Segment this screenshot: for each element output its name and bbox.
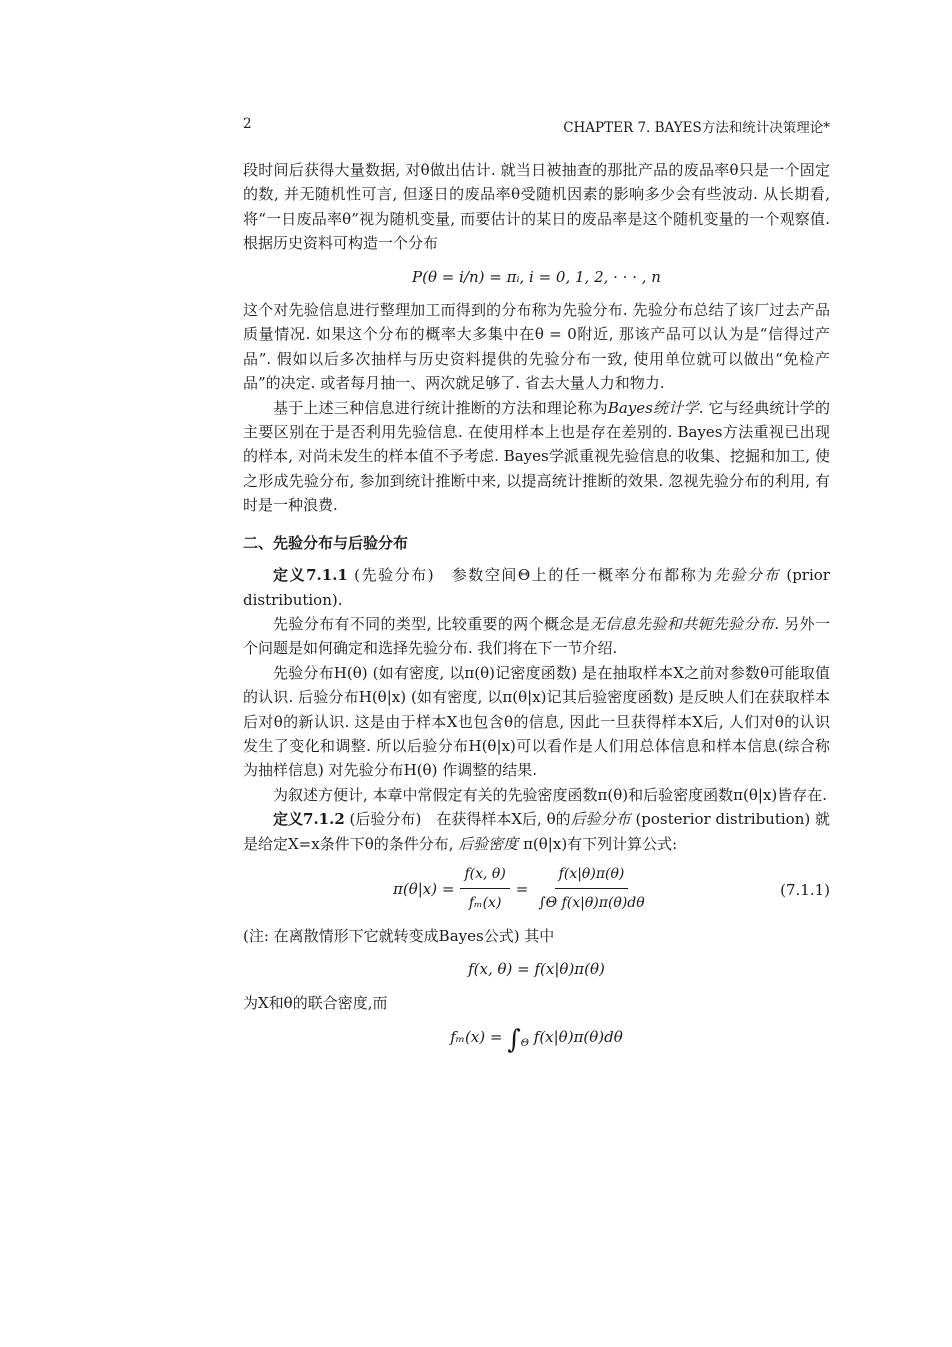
posterior-formula	[393, 860, 655, 918]
equation-prior-distribution: P(θ = i/n) = πᵢ, i = 0, 1, 2, · · · , n	[412, 267, 661, 286]
paragraph-5: 先验分布H(θ) (如有密度, 以π(θ)记密度函数) 是在抽取样本X之前对参数θ可能取值的认识. 后验分布H(θ|x) (如有密度, 以π(θ|x)记其后验密度函数) 是反映人们在获取样本后对θ的新认识. 这是由于样本X也包含θ的信息, 因此一旦获得样本X后, 人们对θ的认识发生了变化和调整. 所以后验分布H(θ|x)可以看作是人们用总体信息和样本信息(综合称为抽样信息) 对先验分布H(θ) 作调整的结果.	[243, 663, 830, 780]
definition-term: 后验分布	[570, 810, 631, 829]
fraction-2-numerator: f(x|θ)π(θ)	[555, 862, 629, 889]
integral-domain: Θ	[520, 1038, 529, 1050]
page-number: 2	[243, 116, 252, 132]
body-text	[243, 158, 830, 1071]
note-paragraph: (注: 在离散情形下它就转变成Bayes公式) 其中	[243, 926, 555, 945]
paragraph-2: 这个对先验信息进行整理加工而得到的分布称为先验分布. 先验分布总结了该厂过去产品质量情况. 如果这个分布的概率大多集中在θ = 0附近, 那该产品可以认为是“信得过产品”. 假如以后多次抽样与历史资料提供的先验分布一致, 使用单位就可以做出“免检产品”的决定. 或者每月抽一、两次就足够了. 省去大量人力和物力.	[243, 301, 830, 393]
definition-label: 定义7.1.1	[273, 566, 348, 585]
definition-name: (先验分布)	[347, 566, 434, 585]
definition-term: 先验分布	[713, 566, 781, 585]
equation-joint-density: f(x, θ) = f(x|θ)π(θ)	[468, 960, 605, 979]
definition-text-a: 在获得样本X后, θ的	[421, 810, 571, 829]
integral-sign: ∫	[507, 1025, 521, 1056]
equation-number: (7.1.1)	[780, 880, 830, 899]
definition-name: (后验分布)	[344, 810, 422, 829]
definition-text-a: 参数空间Θ上的任一概率分布都称为	[433, 566, 714, 585]
definition-text-c: π(θ|x)有下列计算公式:	[518, 834, 678, 853]
formula-lhs: π(θ|x) =	[393, 879, 455, 898]
paragraph-4	[243, 612, 830, 661]
paragraph-7: 为X和θ的联合密度,而	[243, 993, 388, 1012]
paragraph-4-text-a: 先验分布有不同的类型, 比较重要的两个概念是	[273, 614, 591, 633]
paragraph-6: 为叙述方便计, 本章中常假定有关的先验密度函数π(θ)和后验密度函数π(θ|x)皆存在.	[273, 785, 828, 804]
running-title: CHAPTER 7. BAYES方法和统计决策理论*	[563, 120, 830, 136]
definition-label: 定义7.1.2	[273, 810, 345, 829]
paragraph-1: 段时间后获得大量数据, 对θ做出估计. 就当日被抽查的那批产品的废品率θ只是一个固定的数, 并无随机性可言, 但逐日的废品率θ受随机因素的影响多少会有些波动. 从长期看, 将“一日废品率θ”视为随机变量, 而要估计的某日的废品率是这个随机变量的一个观察值. 根据历史资料可构造一个分布	[243, 161, 830, 253]
bayes-statistics-term: Bayes统计学	[607, 398, 699, 417]
section-heading: 二、先验分布与后验分布	[243, 533, 409, 552]
paragraph-3-text-a: 基于上述三种信息进行统计推断的方法和理论称为	[273, 398, 608, 417]
paragraph-4-text-b: . 另外一个问题是如何确定和选择先验分布. 我们将在下一节介绍.	[243, 614, 830, 658]
paragraph-4-term: 无信息先验和共轭先验分布	[590, 614, 775, 633]
paragraph-3-text-b: . 它与经典统计学的主要区别在于是否利用先验信息. 在使用样本上也是存在差别的. Bayes方法重视已出现的样本, 对尚未发生的样本值不予考虑. Bayes学派重视先验信息的收集、挖掘和加工, 使之形成先验分布, 参加到统计推断中来, 以提高统计推断的效果. 忽视先验分布的利用, 有时是一种浪费.	[243, 398, 830, 515]
definition-7-1-1	[243, 563, 830, 612]
equation-marginal-density	[243, 1025, 830, 1071]
definition-term-2: 后验密度	[458, 834, 519, 853]
fraction-1-denominator: fₘ(x)	[468, 895, 502, 912]
marginal-lhs: fₘ(x) =	[450, 1028, 503, 1047]
fraction-2	[534, 862, 648, 916]
paragraph-3	[243, 396, 830, 518]
integrand: f(x|θ)π(θ)dθ	[533, 1028, 623, 1047]
definition-7-1-2	[243, 807, 830, 856]
fraction-1-numerator: f(x, θ)	[460, 862, 509, 889]
running-head	[243, 116, 830, 136]
definition-text-b: (posterior distribution) 就是给定X=x条件下θ的条件分布,	[243, 810, 830, 853]
fraction-2-denominator: ∫Θ f(x|θ)π(θ)dθ	[538, 895, 645, 912]
equation-7-1-1	[243, 860, 830, 918]
definition-text-b: (prior distribution).	[243, 566, 830, 609]
fraction-1	[460, 862, 509, 916]
equals-sign: =	[515, 879, 529, 898]
